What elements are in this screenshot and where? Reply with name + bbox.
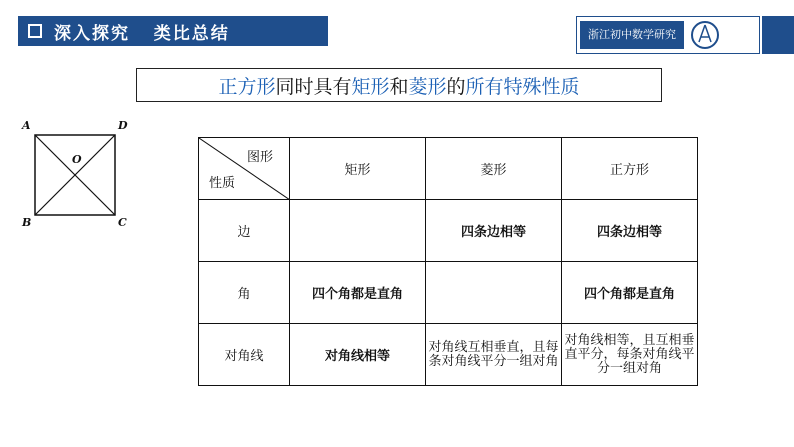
table-cell: 对角线相等 bbox=[290, 324, 426, 386]
corner-label-shape: 图形 bbox=[246, 150, 273, 165]
section-header bbox=[18, 16, 328, 46]
summary-banner bbox=[136, 68, 662, 102]
brand-text: 浙江初中数学研究 bbox=[580, 21, 684, 49]
table-cell bbox=[426, 262, 562, 324]
table-row bbox=[199, 200, 698, 262]
row-label: 对角线 bbox=[199, 324, 290, 386]
row-label: 角 bbox=[199, 262, 290, 324]
table-cell: 四个角都是直角 bbox=[290, 262, 426, 324]
brand-stripe bbox=[762, 16, 794, 54]
column-header: 正方形 bbox=[562, 138, 698, 200]
row-label: 边 bbox=[199, 200, 290, 262]
vertex-label-c: C bbox=[118, 216, 127, 229]
table-cell bbox=[290, 200, 426, 262]
corner-label-property: 性质 bbox=[209, 176, 236, 191]
section-title: 深入探究 类比总结 bbox=[54, 23, 230, 44]
checkbox-square-icon bbox=[28, 24, 42, 38]
compass-logo-icon bbox=[690, 20, 720, 50]
brand-badge bbox=[576, 16, 760, 54]
vertex-label-d: D bbox=[118, 119, 128, 132]
table-cell: 对角线相等，且互相垂直平分，每条对角线平分一组对角 bbox=[562, 324, 698, 386]
banner-part: 正方形 bbox=[218, 75, 276, 98]
column-header: 矩形 bbox=[290, 138, 426, 200]
vertex-label-a: A bbox=[22, 119, 31, 132]
table-cell: 四条边相等 bbox=[426, 200, 562, 262]
table-header-row bbox=[199, 138, 698, 200]
column-header: 菱形 bbox=[426, 138, 562, 200]
square-diagram bbox=[30, 130, 120, 220]
banner-part: 菱形 bbox=[408, 75, 447, 98]
table-row bbox=[199, 262, 698, 324]
corner-cell bbox=[199, 138, 290, 200]
banner-part: 和 bbox=[389, 75, 409, 98]
banner-part: 矩形 bbox=[351, 75, 390, 98]
comparison-table bbox=[198, 137, 698, 386]
table-cell: 四条边相等 bbox=[562, 200, 698, 262]
table-row bbox=[199, 324, 698, 386]
banner-part: 所有特殊性质 bbox=[465, 75, 580, 98]
banner-part: 同时具有 bbox=[275, 75, 352, 98]
banner-part: 的 bbox=[446, 75, 466, 98]
vertex-label-b: B bbox=[22, 216, 32, 229]
table-cell: 四个角都是直角 bbox=[562, 262, 698, 324]
table-cell: 对角线互相垂直，且每条对角线平分一组对角 bbox=[426, 324, 562, 386]
center-label-o: O bbox=[72, 153, 82, 166]
